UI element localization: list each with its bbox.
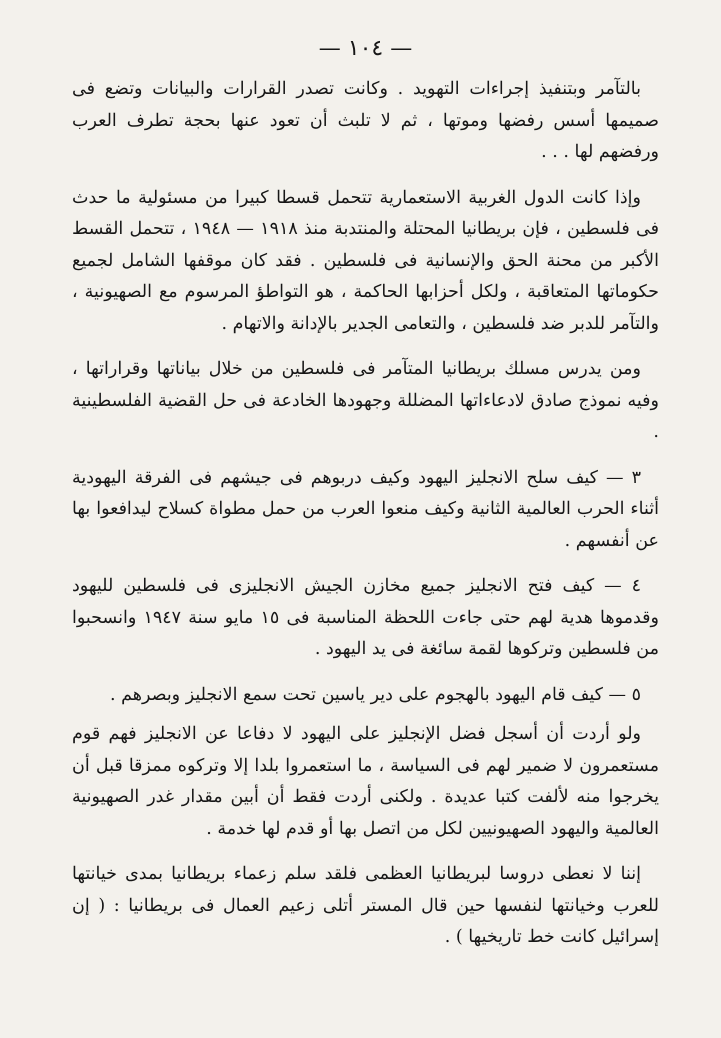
- paragraph-4-point-3: ٣ — كيف سلح الانجليز اليهود وكيف دربوهم فى جيشهم فى الفرقة اليهودية أثناء الحرب العالمية الثانية وكيف منعوا العرب من حمل مطواة كسلاح ليدافعوا بها عن أنفسهم .: [72, 467, 659, 551]
- paragraph-2: وإذا كانت الدول الغربية الاستعمارية تتحمل قسطا كبيرا من مسئولية ما حدث فى فلسطين ، فإن بريطانيا المحتلة والمنتدبة منذ ١٩١٨ — ١٩٤٨ ، تتحمل القسط الأكبر من محنة الحق والإنسانية فى فلسطين . فقد كان موقفها الشامل لجميع حكوماتها المتعاقبة ، ولكل أحزابها الحاكمة ، هو التواطؤ المرسوم مع الصهيونية ، والتآمر للدبر ضد فلسطين ، والتعامى الجدير بالإدانة والاتهام .: [72, 187, 659, 334]
- paragraph-1: بالتآمر وبتنفيذ إجراءات التهويد . وكانت تصدر القرارات والبيانات وتضع فى صميمها أسس رفضها وموتها ، ثم لا تلبث أن تعود عنها بحجة تطرف العرب ورفضهم لها . . .: [72, 79, 659, 162]
- paragraph-3: ومن يدرس مسلك بريطانيا المتآمر فى فلسطين من خلال بياناتها وقراراتها ، وفيه نموذج صادق لادعاءاتها المضللة وجهودها الخادعة فى حل القضية الفلسطينية .: [72, 359, 659, 442]
- paragraph-6-point-5: ٥ — كيف قام اليهود بالهجوم على دير ياسين تحت سمع الانجليز وبصرهم .: [109, 684, 641, 705]
- paragraph-7: ولو أردت أن أسجل فضل الإنجليز على اليهود لا دفاعا عن الانجليز فهم قوم مستعمرون لا ضمير لهم فى السياسة ، ما استعمروا بلدا إلا وتركوه ممزقا قبل أن يخرجوا منه لألفت كتبا عديدة . ولكنى أردت فقط أن أبين مقدار غدر الصهيونية العالمية واليهود الصهيونيين لكل من اتصل بها أو قدم لها خدمة .: [72, 724, 659, 839]
- page-number: — ١٠٤ —: [318, 36, 413, 61]
- body-text: [72, 74, 659, 954]
- paragraph-5-point-4: ٤ — كيف فتح الانجليز جميع مخازن الجيش الانجليزى فى فلسطين لليهود وقدموها هدية لهم حتى جاءت اللحظة المناسبة فى ١٥ مايو سنة ١٩٤٧ وانسحبوا من فلسطين وتركوها لقمة سائغة فى يد اليهود .: [72, 576, 659, 659]
- paragraph-8: إننا لا نعطى دروسا لبريطانيا العظمى فلقد سلم زعماء بريطانيا بمدى خيانتها للعرب وخيانتها لنفسها حين قال المستر أتلى زعيم العمال فى بريطانيا : ( إن إسرائيل كانت خط تاريخيها ) .: [72, 864, 659, 947]
